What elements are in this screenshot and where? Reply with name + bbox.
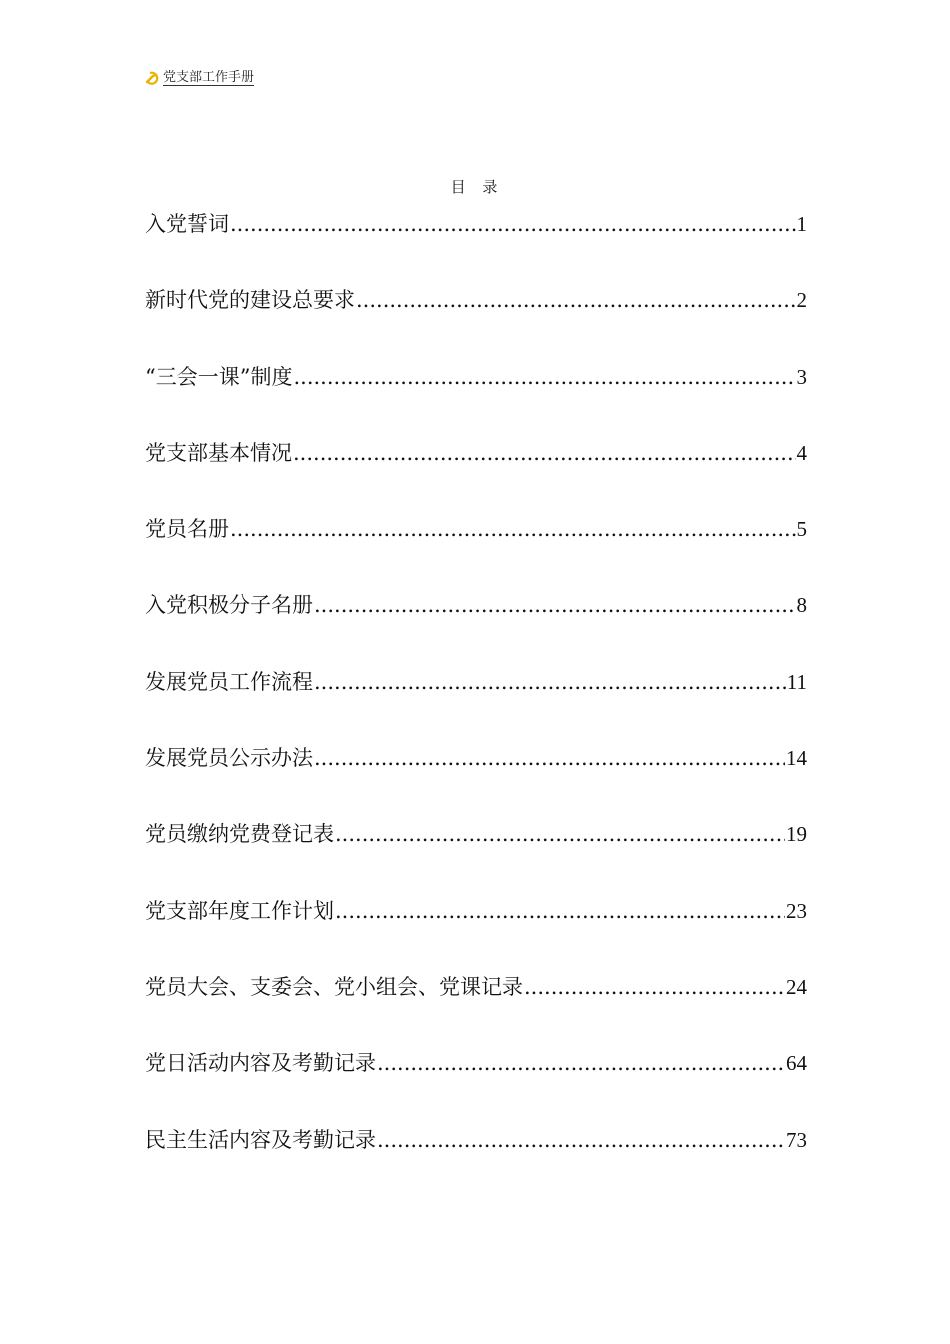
toc-entry[interactable] bbox=[145, 282, 807, 358]
dot-leader bbox=[230, 511, 796, 547]
toc-entry-label: 党支部年度工作计划 bbox=[145, 898, 334, 923]
toc-entry[interactable] bbox=[145, 664, 807, 740]
dot-leader bbox=[314, 664, 786, 700]
toc-entry-page: 23 bbox=[786, 898, 807, 923]
dot-leader bbox=[230, 206, 796, 242]
toc-title: 目 录 bbox=[450, 178, 504, 196]
party-emblem-icon bbox=[144, 70, 160, 86]
toc-entry[interactable] bbox=[145, 969, 807, 1045]
toc-entry-label: 党支部基本情况 bbox=[145, 440, 292, 465]
toc-entry-label: 入党积极分子名册 bbox=[145, 593, 313, 618]
dot-leader bbox=[314, 740, 785, 776]
dot-leader bbox=[335, 816, 785, 852]
toc-entry[interactable] bbox=[145, 511, 807, 587]
toc-entry[interactable] bbox=[145, 1122, 807, 1198]
toc-entry-page: 5 bbox=[796, 517, 807, 542]
toc-entry-page: 2 bbox=[796, 288, 807, 313]
toc-entry-page: 1 bbox=[796, 212, 807, 236]
toc-entry-label: 发展党员公示办法 bbox=[145, 746, 313, 771]
toc-entry-label: 党员缴纳党费登记表 bbox=[145, 822, 334, 847]
toc-entry[interactable] bbox=[145, 816, 807, 892]
toc-entry-label: 党员名册 bbox=[145, 517, 229, 542]
dot-leader bbox=[293, 359, 795, 395]
dot-leader bbox=[377, 1122, 785, 1158]
toc-entry-label: 入党誓词 bbox=[145, 212, 229, 236]
toc-entry-page: 3 bbox=[796, 364, 807, 389]
toc-entry-page: 8 bbox=[796, 593, 807, 618]
toc-entry-label: “三会一课”制度 bbox=[145, 364, 293, 389]
toc-entry-label: 民主生活内容及考勤记录 bbox=[145, 1127, 376, 1152]
toc-entry-page: 73 bbox=[786, 1127, 807, 1152]
toc-entry-page: 14 bbox=[786, 746, 807, 771]
header-title: 党支部工作手册 bbox=[163, 70, 255, 85]
toc-entry[interactable] bbox=[145, 206, 807, 282]
toc-entry-page: 4 bbox=[796, 440, 807, 465]
dot-leader bbox=[314, 587, 796, 623]
dot-leader bbox=[293, 435, 796, 471]
dot-leader bbox=[524, 969, 785, 1005]
toc-entry[interactable] bbox=[145, 435, 807, 511]
dot-leader bbox=[377, 1045, 785, 1081]
toc-entry-page: 64 bbox=[786, 1051, 807, 1076]
dot-leader bbox=[335, 893, 785, 929]
toc-entry-page: 19 bbox=[786, 822, 807, 847]
toc-entry[interactable] bbox=[145, 359, 807, 435]
toc-entry[interactable] bbox=[145, 893, 807, 969]
toc-entry[interactable] bbox=[145, 587, 807, 663]
toc-entry-label: 新时代党的建设总要求 bbox=[145, 288, 355, 313]
toc-entry-page: 24 bbox=[786, 974, 807, 999]
toc-entry[interactable] bbox=[145, 740, 807, 816]
toc-entry[interactable] bbox=[145, 1045, 807, 1121]
toc-entry-page: 11 bbox=[786, 669, 807, 694]
page-header bbox=[144, 70, 254, 86]
toc-entry-label: 发展党员工作流程 bbox=[145, 669, 313, 694]
table-of-contents bbox=[145, 206, 807, 1198]
toc-entry-label: 党员大会、支委会、党小组会、党课记录 bbox=[145, 974, 523, 999]
toc-entry-label: 党日活动内容及考勤记录 bbox=[145, 1051, 376, 1076]
dot-leader bbox=[356, 282, 796, 318]
